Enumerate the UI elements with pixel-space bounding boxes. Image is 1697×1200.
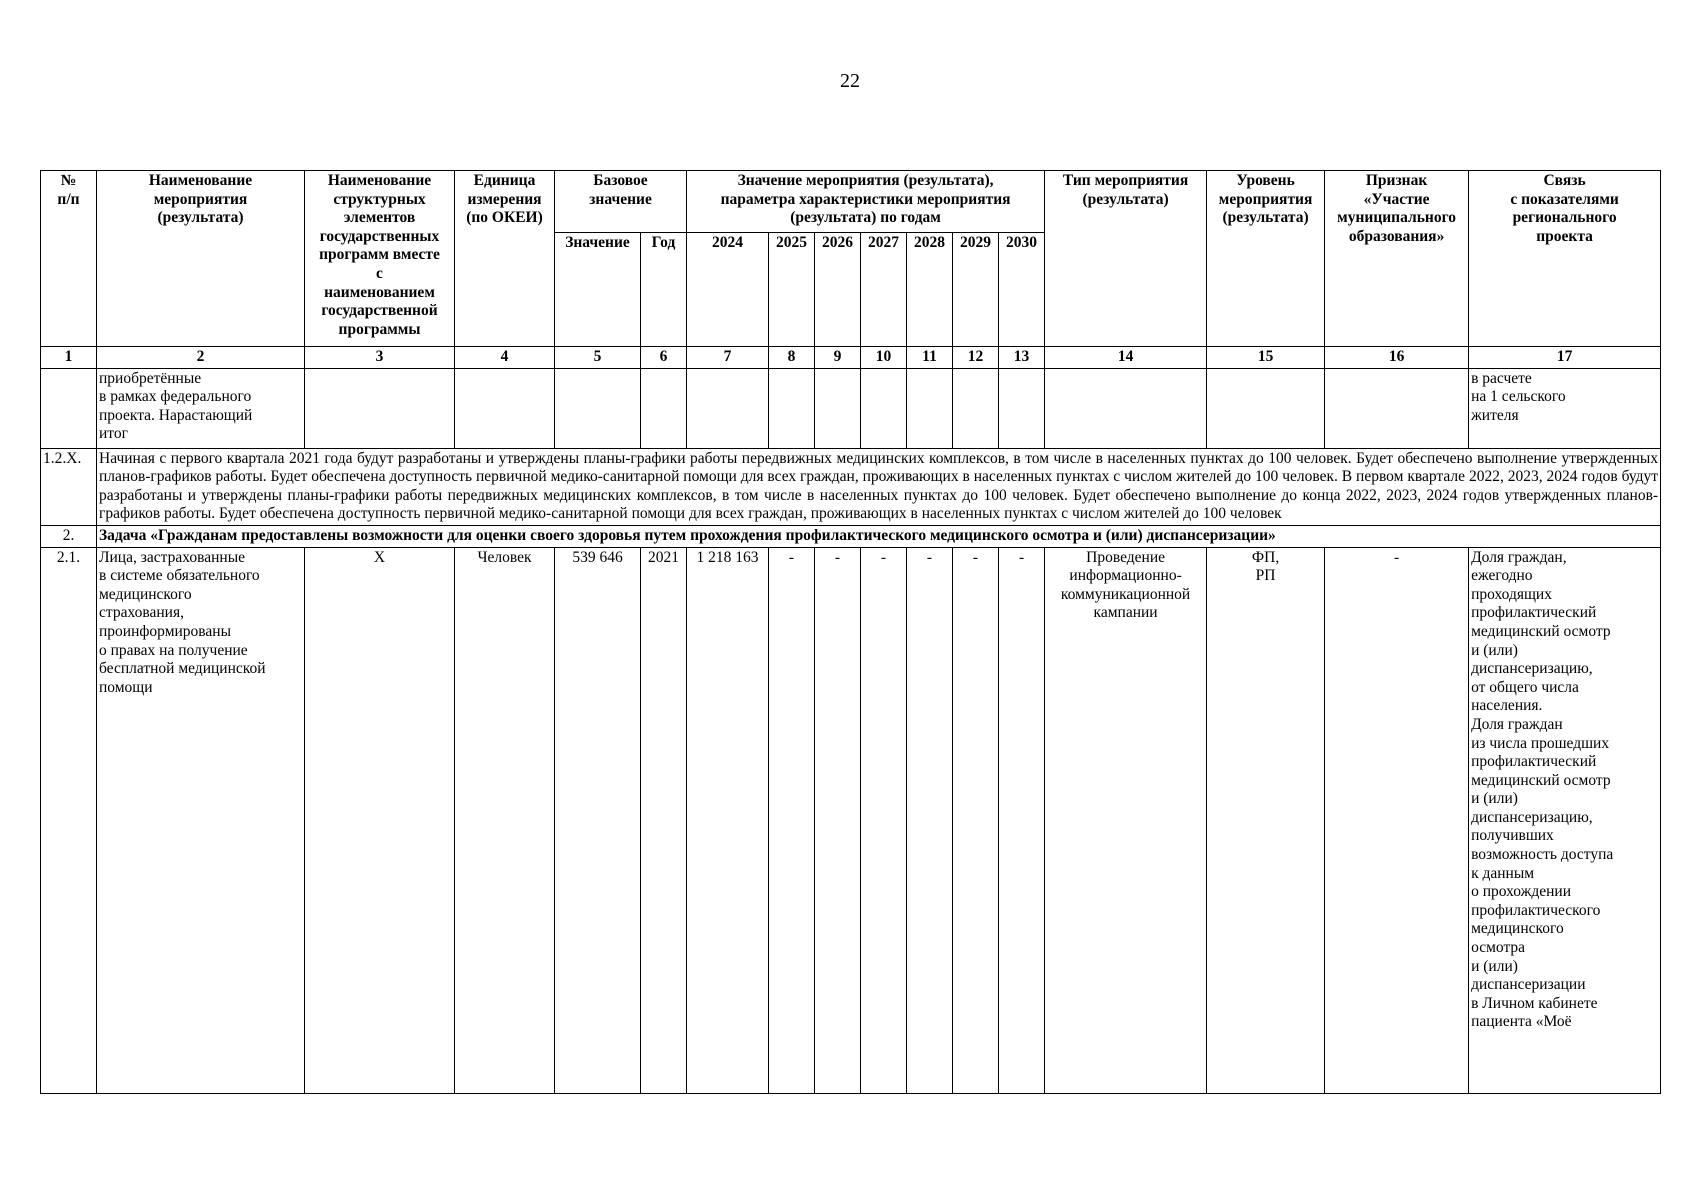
municipal-participation-cell: - [1325,547,1469,1093]
header-number: № п/п [41,171,97,347]
column-number: 2 [97,347,305,369]
structural-element-cell: Х [305,547,455,1093]
base-value-cell: 539 646 [555,547,641,1093]
activities-table [40,170,1661,1094]
column-number: 12 [953,347,999,369]
column-number: 9 [815,347,861,369]
description-cell: Начиная с первого квартала 2021 года будут разработаны и утверждены планы-графики работы передвижных медицинских комплексов, в том числе в населенных пунктах до 100 человек. Будет обеспечено выполнение утвержденных планов-графиков работы. Будет обеспечена доступность первичной медико-санитарной помощи для всех граждан, проживающих в населенных пунктах с числом жителей до 100 человек. В первом квартале 2022, 2023, 2024 годов будут разработаны и утверждены планы-графики работы передвижных медицинских комплексов, в том числе в населенных пунктах до 100 человек. Будет обеспечено выполнение до конца 2022, 2023, 2024 годов утвержденных планов-графиков работы. Будет обеспечена доступность первичной медико-санитарной помощи для всех граждан, проживающих в населенных пунктах с числом жителей до 100 человек [97,448,1661,525]
column-number: 15 [1207,347,1325,369]
column-number: 7 [687,347,769,369]
header-base-value: Базовое значение [555,171,687,233]
header-base-value-value: Значение [555,233,641,347]
activity-type-cell: Проведение информационно- коммуникационной кампании [1045,547,1207,1093]
value-2028-cell: - [907,547,953,1093]
column-number: 6 [641,347,687,369]
value-2027-cell: - [861,547,907,1093]
row-number-cell: 1.2.Х. [41,448,97,525]
base-year-cell: 2021 [641,547,687,1093]
column-numbers-row [41,347,1661,369]
column-number: 4 [455,347,555,369]
task-row [41,525,1661,547]
activity-level-cell: ФП, РП [1207,547,1325,1093]
column-number: 14 [1045,347,1207,369]
header-activity-name: Наименование мероприятия (результата) [97,171,305,347]
header-structural-elements: Наименование структурных элементов государственных программ вместе с наименованием государственной программы [305,171,455,347]
header-values-by-year: Значение мероприятия (результата), параметра характеристики мероприятия (результата) по годам [687,171,1045,233]
project-link-cell: в расчете на 1 сельского жителя [1469,368,1661,448]
column-number: 1 [41,347,97,369]
task-title-cell: Задача «Гражданам предоставлены возможности для оценки своего здоровья путем прохождения профилактического медицинского осмотра и (или) диспансеризации» [97,525,1661,547]
activity-name-cell: Лица, застрахованные в системе обязательного медицинского страхования, проинформированы о правах на получение бесплатной медицинской помощи [97,547,305,1093]
unit-cell: Человек [455,547,555,1093]
project-link-cell: Доля граждан, ежегодно проходящих профилактический медицинский осмотр и (или) диспансеризацию, от общего числа населения. Доля граждан из числа прошедших профилактический медицинский осмотр и (или) диспансеризацию, получивших возможность доступа к данным о прохождении профилактического медицинского осмотра и (или) диспансеризации в Личном кабинете пациента «Моё [1469,547,1661,1093]
value-2030-cell: - [999,547,1045,1093]
column-number: 5 [555,347,641,369]
value-2024-cell: 1 218 163 [687,547,769,1093]
header-year: 2029 [953,233,999,347]
column-number: 3 [305,347,455,369]
header-unit: Единица измерения (по ОКЕИ) [455,171,555,347]
table-row [41,448,1661,525]
column-number: 10 [861,347,907,369]
header-project-link: Связь с показателями регионального проекта [1469,171,1661,347]
header-year: 2030 [999,233,1045,347]
column-number: 16 [1325,347,1469,369]
header-year: 2026 [815,233,861,347]
table-row [41,547,1661,1093]
column-number: 8 [769,347,815,369]
header-year: 2025 [769,233,815,347]
activity-name-cell: приобретённые в рамках федерального проекта. Нарастающий итог [97,368,305,448]
value-2025-cell: - [769,547,815,1093]
page-number: 22 [840,70,860,92]
header-year: 2027 [861,233,907,347]
header-activity-level: Уровень мероприятия (результата) [1207,171,1325,347]
row-number-cell: 2.1. [41,547,97,1093]
header-year: 2024 [687,233,769,347]
value-2026-cell: - [815,547,861,1093]
column-number: 13 [999,347,1045,369]
value-2029-cell: - [953,547,999,1093]
column-number: 17 [1469,347,1661,369]
header-municipal-participation: Признак «Участие муниципального образования» [1325,171,1469,347]
table-row [41,368,1661,448]
header-base-value-year: Год [641,233,687,347]
column-number: 11 [907,347,953,369]
header-year: 2028 [907,233,953,347]
header-activity-type: Тип мероприятия (результата) [1045,171,1207,347]
row-number-cell: 2. [41,525,97,547]
